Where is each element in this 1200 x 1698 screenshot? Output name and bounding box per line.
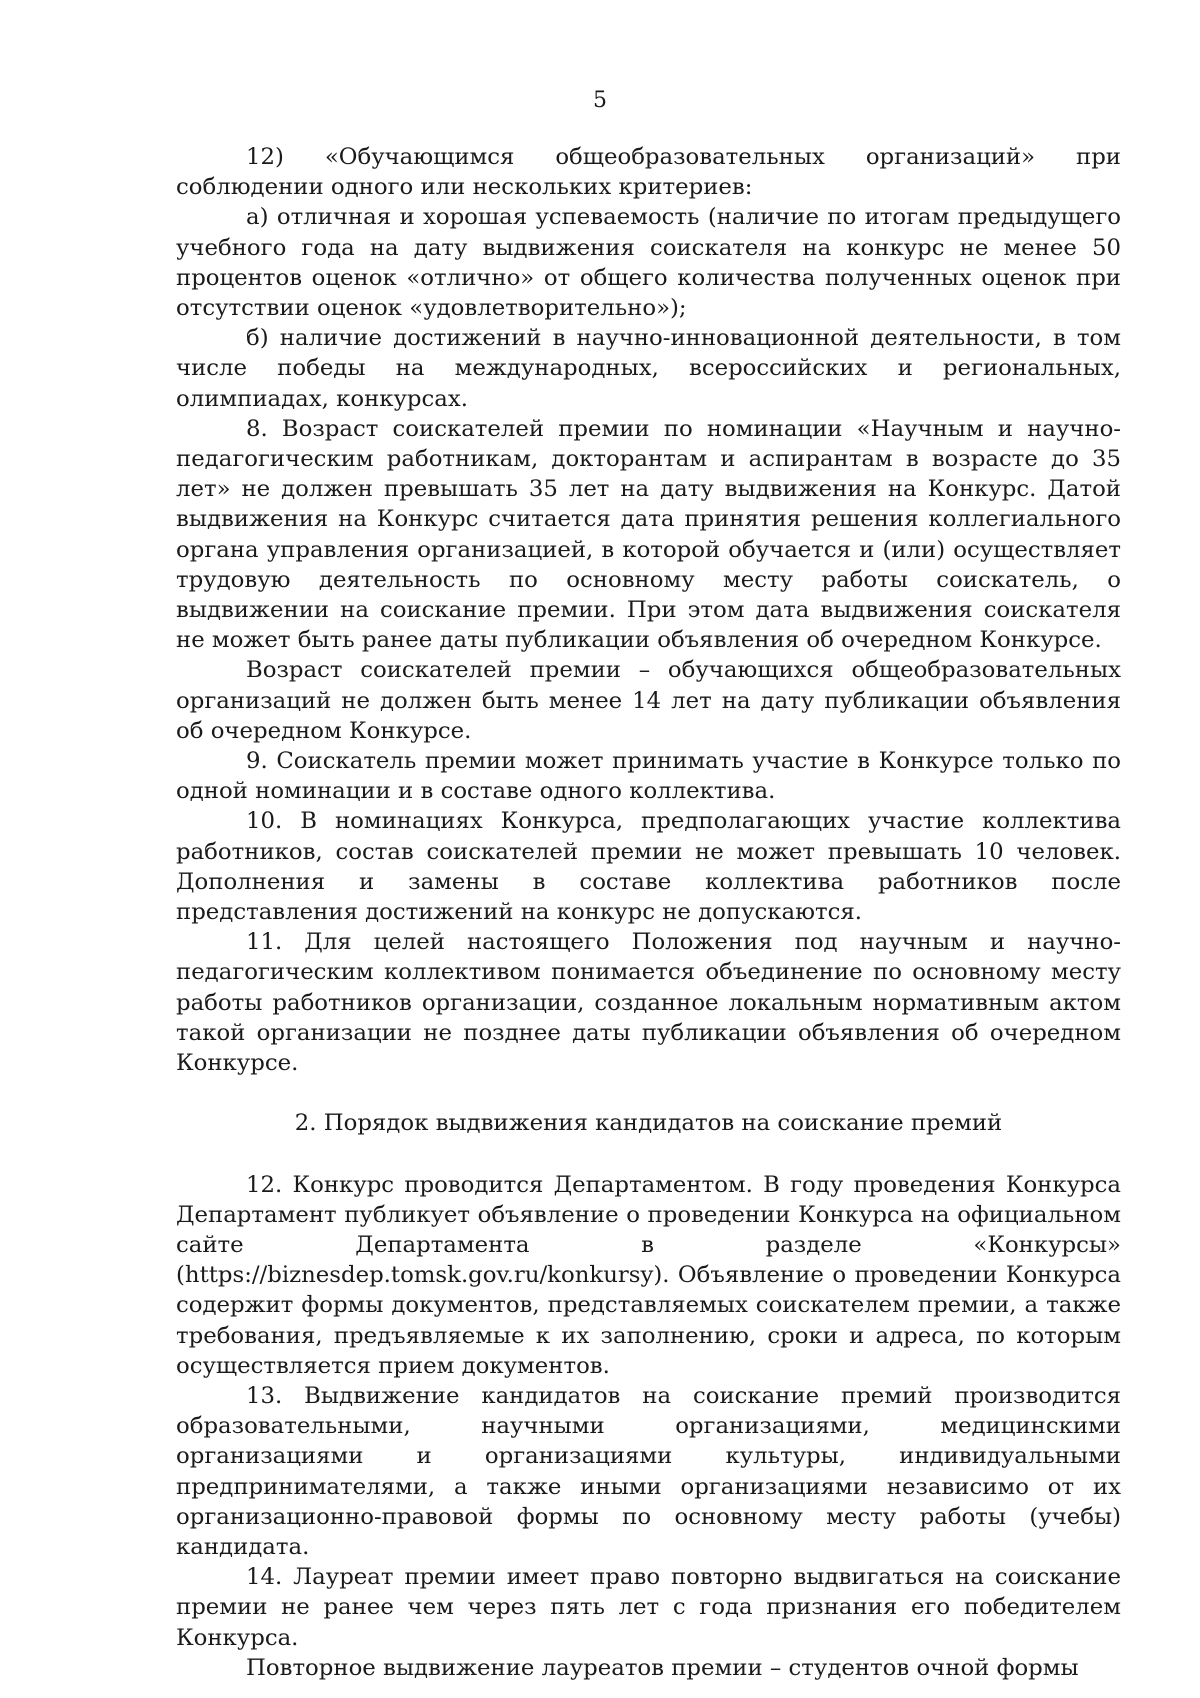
paragraph-12: 12. Конкурс проводится Департаментом. В году проведения Конкурса Департамент публикует объявление о проведении Конкурса на официальном сайте Департамента в разделе «Конкурсы» (https://biznesdep.tomsk.gov.ru/konkursy). Объявление о проведении Конкурса содержит формы документов, представляемых соискателем премии, а также требования, предъявляемые к их заполнению, сроки и адреса, по которым осуществляется прием документов. bbox=[176, 1171, 1121, 1379]
paragraph-repeat-nomination: Повторное выдвижение лауреатов премии – студентов очной формы bbox=[246, 1654, 1079, 1681]
paragraph-13: 13. Выдвижение кандидатов на соискание премий производится образовательными, научными организациями, медицинскими организациями и организациями культуры, индивидуальными предпринимателями, а также иными организациями независимо от их организационно-правовой формы по основному месту работы (учебы) кандидата. bbox=[176, 1382, 1121, 1560]
paragraph-age-students: Возраст соискателей премии – обучающихся общеобразовательных организаций не должен быть менее 14 лет на дату публикации объявления об очередном Конкурсе. bbox=[176, 657, 1121, 744]
paragraph-criterion-a: а) отличная и хорошая успеваемость (наличие по итогам предыдущего учебного года на дату выдвижения соискателя на конкурс не менее 50 процентов оценок «отлично» от общего количества полученных оценок при отсутствии оценок «удовлетворительно»); bbox=[176, 204, 1121, 322]
paragraph-10: 10. В номинациях Конкурса, предполагающих участие коллектива работников, состав соискателей премии не может превышать 10 человек. Дополнения и замены в составе коллектива работников после представления достижений на конкурс не допускаются. bbox=[176, 808, 1121, 926]
paragraph-12-criteria: 12) «Обучающимся общеобразовательных организаций» при соблюдении одного или нескольких критериев: bbox=[176, 144, 1121, 201]
section-heading: 2. Порядок выдвижения кандидатов на соискание премий bbox=[294, 1110, 1003, 1137]
document-body bbox=[176, 142, 1121, 1683]
paragraph-11: 11. Для целей настоящего Положения под научным и научно-педагогическим коллективом понимается объединение по основному месту работы работников организации, созданное локальным нормативным актом такой организации не позднее даты публикации объявления об очередном Конкурсе. bbox=[176, 929, 1121, 1077]
paragraph-14: 14. Лауреат премии имеет право повторно выдвигаться на соискание премии не ранее чем через пять лет с года признания его победителем Конкурса. bbox=[176, 1564, 1121, 1651]
paragraph-criterion-b: б) наличие достижений в научно-инновационной деятельности, в том числе победы на международных, всероссийских и региональных, олимпиадах, конкурсах. bbox=[176, 325, 1121, 412]
paragraph-9: 9. Соискатель премии может принимать участие в Конкурсе только по одной номинации и в составе одного коллектива. bbox=[176, 748, 1121, 805]
page-number: 5 bbox=[593, 88, 607, 113]
paragraph-8: 8. Возраст соискателей премии по номинации «Научным и научно-педагогическим работникам, докторантам и аспирантам в возрасте до 35 лет» не должен превышать 35 лет на дату выдвижения на Конкурс. Датой выдвижения на Конкурс считается дата принятия решения коллегиального органа управления организацией, в которой обучается и (или) осуществляет трудовую деятельность по основному месту работы соискатель, о выдвижении на соискание премии. При этом дата выдвижения соискателя не может быть ранее даты публикации объявления об очередном Конкурсе. bbox=[176, 415, 1121, 654]
